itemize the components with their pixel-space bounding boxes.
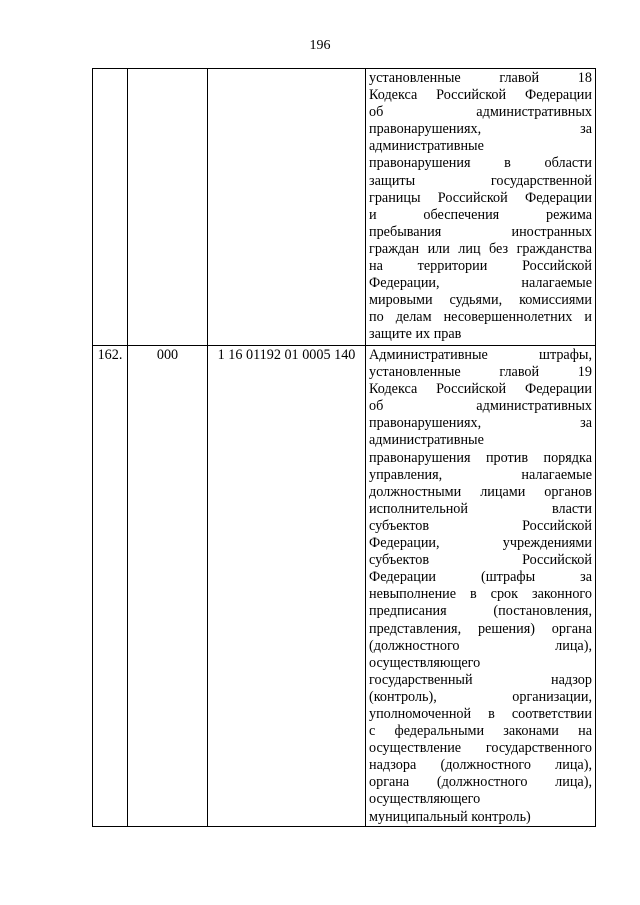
revenue-name-cell	[366, 69, 596, 346]
name-line: Кодекса Российской Федерации	[369, 87, 592, 104]
name-line: Кодекса Российской Федерации	[369, 381, 592, 398]
revenue-code-cell: 1 16 01192 01 0005 140	[208, 346, 366, 827]
name-line: осуществляющего	[369, 654, 481, 671]
name-line: предписания (постановления,	[369, 603, 592, 620]
name-line: Федерации, учреждениями	[369, 535, 592, 552]
name-line: должностными лицами органов	[369, 483, 592, 500]
name-line: правонарушения против порядка	[369, 449, 592, 466]
name-line: защиты государственной	[369, 172, 592, 189]
name-line: субъектов Российской	[369, 517, 592, 534]
name-line: защите их прав	[369, 326, 462, 343]
name-line: управления, налагаемые	[369, 466, 592, 483]
name-line: надзора (должностного лица),	[369, 757, 592, 774]
table-row	[93, 69, 596, 346]
name-line: уполномоченной в соответствии	[369, 705, 592, 722]
name-line: об административных	[369, 398, 592, 415]
name-line: об административных	[369, 104, 592, 121]
name-line: правонарушениях, за	[369, 415, 592, 432]
name-line: невыполнение в срок законного	[369, 586, 592, 603]
name-line: и обеспечения режима	[369, 206, 592, 223]
name-line: правонарушениях, за	[369, 121, 592, 138]
name-line: пребывания иностранных	[369, 223, 592, 240]
revenue-name-cell	[366, 346, 596, 827]
name-line: Федерации (штрафы за	[369, 569, 592, 586]
name-line: установленные главой 19	[369, 364, 592, 381]
name-line: с федеральными законами на	[369, 723, 592, 740]
name-line: мировыми судьями, комиссиями	[369, 292, 592, 309]
name-line: органа (должностного лица),	[369, 774, 592, 791]
name-line: границы Российской Федерации	[369, 189, 592, 206]
name-line: (должностного лица),	[369, 637, 592, 654]
name-line: установленные главой 18	[369, 70, 592, 86]
administrator-code-cell: 000	[128, 346, 208, 827]
table-row	[93, 346, 596, 827]
revenue-code-cell	[208, 69, 366, 346]
name-line: административные	[369, 432, 484, 449]
name-line: муниципальный контроль)	[369, 808, 531, 825]
name-line: на территории Российской	[369, 258, 592, 275]
budget-revenue-table	[92, 68, 596, 827]
name-line: (контроль), организации,	[369, 688, 592, 705]
name-line: субъектов Российской	[369, 552, 592, 569]
name-line: граждан или лиц без гражданства	[369, 240, 592, 257]
page-number: 196	[309, 38, 331, 53]
name-line: Административные штрафы,	[369, 347, 592, 363]
name-line: представления, решения) органа	[369, 620, 592, 637]
row-number-cell	[93, 69, 128, 346]
name-line: исполнительной власти	[369, 500, 592, 517]
administrator-code-cell	[128, 69, 208, 346]
name-line: административные	[369, 138, 484, 155]
row-number-cell: 162.	[93, 346, 128, 827]
name-line: Федерации, налагаемые	[369, 275, 592, 292]
name-line: правонарушения в области	[369, 155, 592, 172]
name-line: осуществляющего	[369, 791, 481, 808]
name-line: осуществление государственного	[369, 740, 592, 757]
name-line: государственный надзор	[369, 671, 592, 688]
name-line: по делам несовершеннолетних и	[369, 309, 592, 326]
